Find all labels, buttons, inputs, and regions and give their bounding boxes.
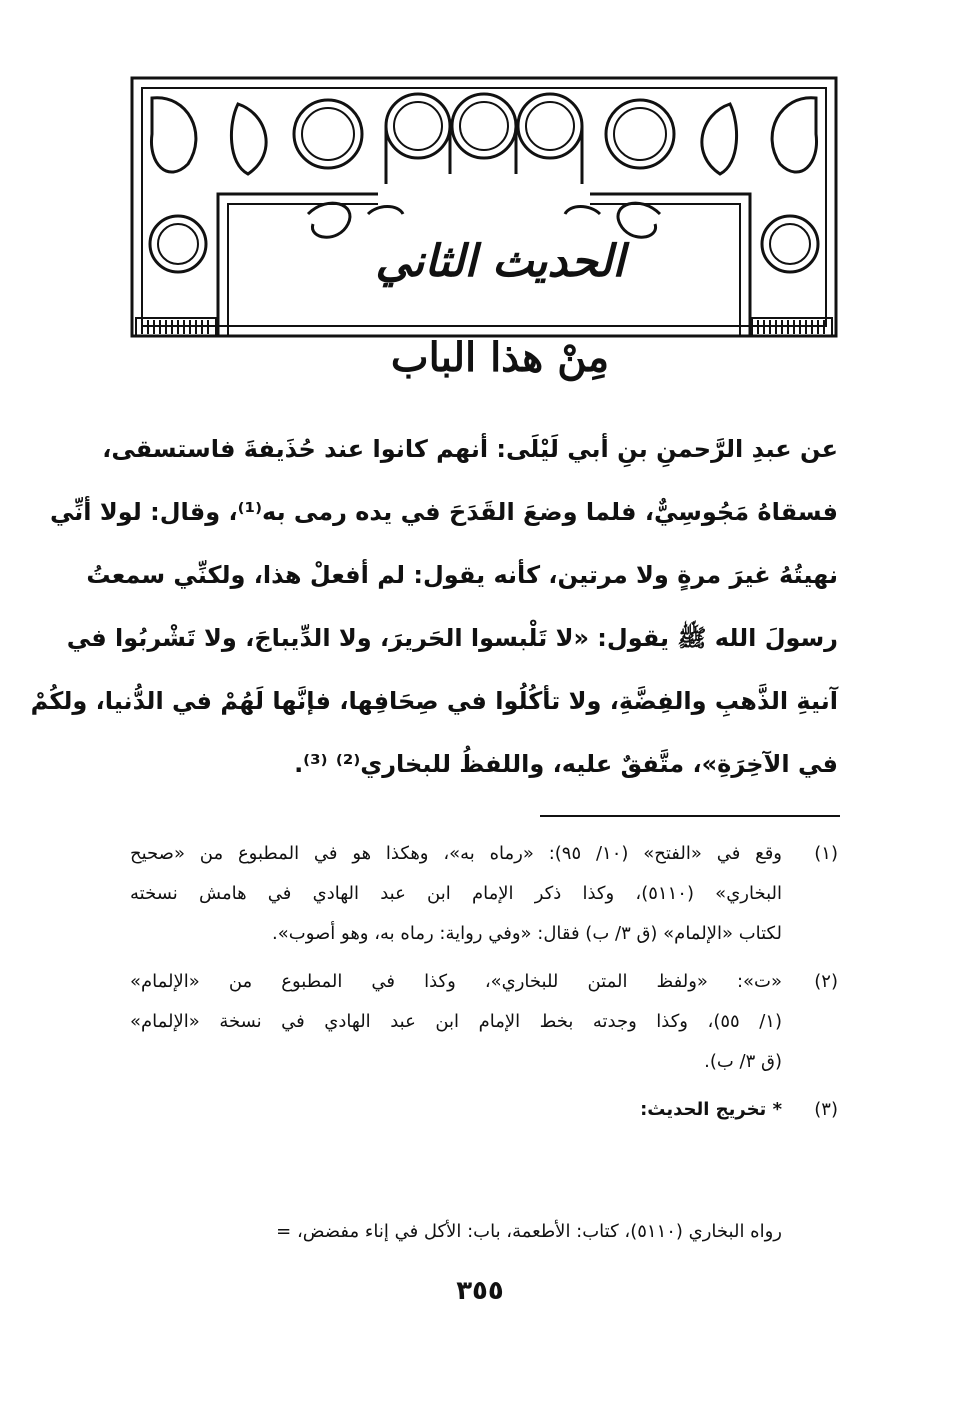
footnote-number: (٢) [814, 971, 838, 992]
page-number: ٣٥٥ [456, 1276, 504, 1306]
footnote-separator [540, 815, 840, 817]
footnote-line: وقع في «الفتح» (١٠/ ٩٥): «رماه به»، وهكذا هو في المطبوع من «صحيح [130, 843, 783, 864]
footnote-3 [130, 1090, 838, 1130]
footnote-2 [130, 962, 838, 1082]
text-line: آنيةِ الذَّهبِ والفِضَّةِ، ولا تأكُلُوا في صِحَافِها، فإنَّها لَهُمْ في الدُّنيا، ولكُمْ [30, 687, 838, 715]
footnotes [130, 834, 838, 1130]
text-line: عن عبدِ الرَّحمنِ بنِ أبي لَيْلَى: أنهم كانوا عند حُذَيفةَ فاستسقى، [102, 435, 838, 463]
chapter-subtitle: مِنْ هذا الباب [390, 334, 610, 381]
text-line: نهيتُهُ غيرَ مرةٍ ولا مرتين، كأنه يقول: لم أفعلْ هذا، ولكنِّي سمعتُ [86, 561, 838, 589]
footnote-number: (١) [814, 843, 838, 864]
hadith-text [30, 418, 838, 798]
footnote-1 [130, 834, 838, 954]
footnote-continuation: رواه البخاري (٥١١٠)، كتاب: الأطعمة، باب: الأكل في إناء مفضض، = [276, 1221, 782, 1242]
footnote-line: * تخريج الحديث: [640, 1099, 782, 1120]
footnote-number: (٣) [814, 1099, 838, 1120]
footnote-line: البخاري» (٥١١٠)، وكذا ذكر الإمام ابن عبد الهادي في هامش نسخته [130, 883, 782, 904]
ornamental-header-frame [128, 74, 840, 342]
text-line: فسقاهُ مَجُوسِيٌّ، فلما وضعَ القَدَحَ في يده رمى به⁽¹⁾، وقال: لولا أنِّي [49, 498, 838, 526]
footnote-line: «ت»: «ولفظ المتن للبخاري»، وكذا في المطبوع من «الإلمام» [130, 971, 782, 992]
text-line: في الآخِرَةِ»، متَّفقٌ عليه، واللفظُ للبخاري⁽²⁾ ⁽³⁾. [294, 750, 838, 778]
chapter-title: الحديث الثاني [375, 236, 625, 287]
footnote-line: لكتاب «الإلمام» (ق ٣/ ب) فقال: «وفي رواية: رماه به، وهو أصوب». [272, 923, 782, 944]
footnote-line: (١/ ٥٥)، وكذا وجدته بخط الإمام ابن عبد الهادي في نسخة «الإلمام» [130, 1011, 782, 1032]
footnote-line: (ق ٣/ ب). [704, 1051, 782, 1072]
text-line: رسولَ الله ﷺ يقول: «لا تَلْبسوا الحَريرَ، ولا الدِّيباجَ، ولا تَشْربُوا في [66, 624, 838, 652]
